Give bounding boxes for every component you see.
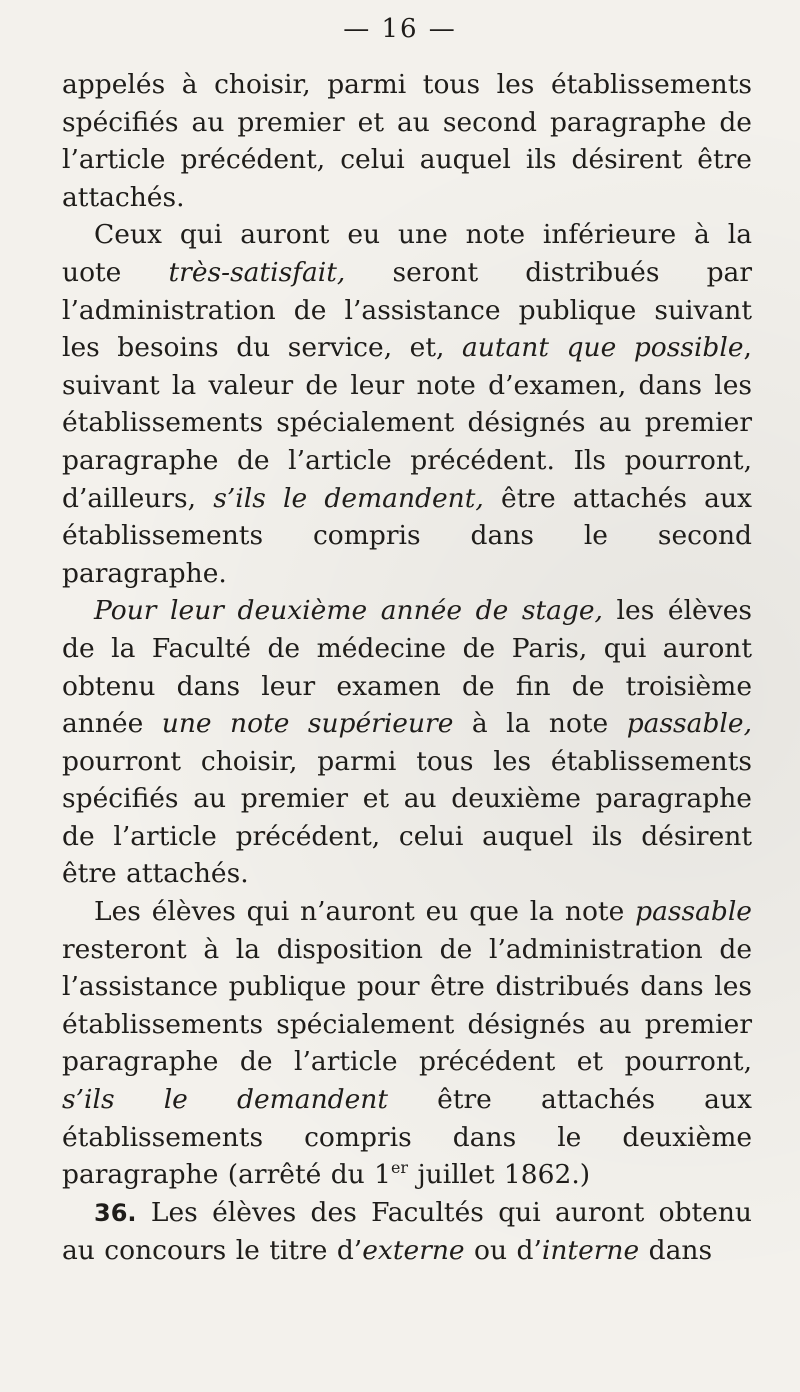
text-segment: seront distribués par l’administration de l’assistance publique suivant les besoins du service, et, (62, 256, 753, 364)
text-segment: être attachés aux établissements compris dans le second paragraphe. (62, 482, 752, 589)
text-segment: er (391, 1158, 409, 1178)
text-segment: juillet 1862.) (408, 1159, 591, 1191)
text-segment: dans (639, 1235, 713, 1267)
page-number-header: — 16 — (343, 14, 457, 44)
text-segment: pourront choisir, parmi tous les établissements spécifiés au premier et au deuxième paragraphe de l’article précédent, celui auquel ils désirent être attachés. (62, 745, 752, 890)
text-segment: être attachés aux établissements compris dans le deuxième paragraphe (arrêté du 1 (62, 1084, 752, 1191)
text-segment: appelés à choisir, parmi tous les établissements spécifiés au premier et au second paragraphe de l’article précédent, celui auquel ils désirent être attachés. (62, 69, 752, 213)
text-segment: resteront à la disposition de l’administration de l’assistance publique pour être distribués dans les établissements spécialement désignés au premier paragraphe de l’article précédent et pourront, (62, 933, 752, 1078)
italic-text: Pour leur deuxième année de stage, (94, 595, 603, 627)
paragraph (62, 592, 752, 893)
paragraph (62, 1194, 752, 1270)
italic-text: une note supérieure (161, 708, 454, 740)
article-number: 36. (94, 1198, 137, 1227)
italic-text: passable, (626, 708, 752, 740)
italic-text: s’ils le demandent, (213, 482, 484, 514)
text-segment: Les élèves des Facultés qui auront obtenu au concours le titre d’ (62, 1196, 752, 1267)
paragraph (62, 893, 752, 1194)
body-text (62, 66, 752, 1270)
italic-text: s’ils le demandent (62, 1084, 389, 1116)
paragraph (62, 66, 752, 216)
text-segment: les élèves de la Faculté de médecine de Paris, qui auront obtenu dans leur examen de fin de troisième année (62, 595, 752, 740)
italic-text: passable (635, 896, 752, 928)
text-segment: , suivant la valeur de leur note d’examen, dans les établissements spécialement désignés au premier paragraphe de l’article précédent. Ils pourront, d’ailleurs, (62, 332, 752, 514)
text-segment: à la note (453, 708, 627, 740)
paragraph (62, 216, 752, 592)
text-segment: Les élèves qui n’auront eu que la note (94, 896, 636, 928)
italic-text: très-satisfait, (168, 256, 346, 288)
italic-text: interne (541, 1235, 640, 1267)
italic-text: autant que possible (461, 332, 744, 364)
text-segment: ou d’ (464, 1235, 542, 1267)
text-segment: Ceux qui auront eu une note inférieure à la uote (62, 219, 752, 288)
italic-text: externe (362, 1235, 465, 1267)
